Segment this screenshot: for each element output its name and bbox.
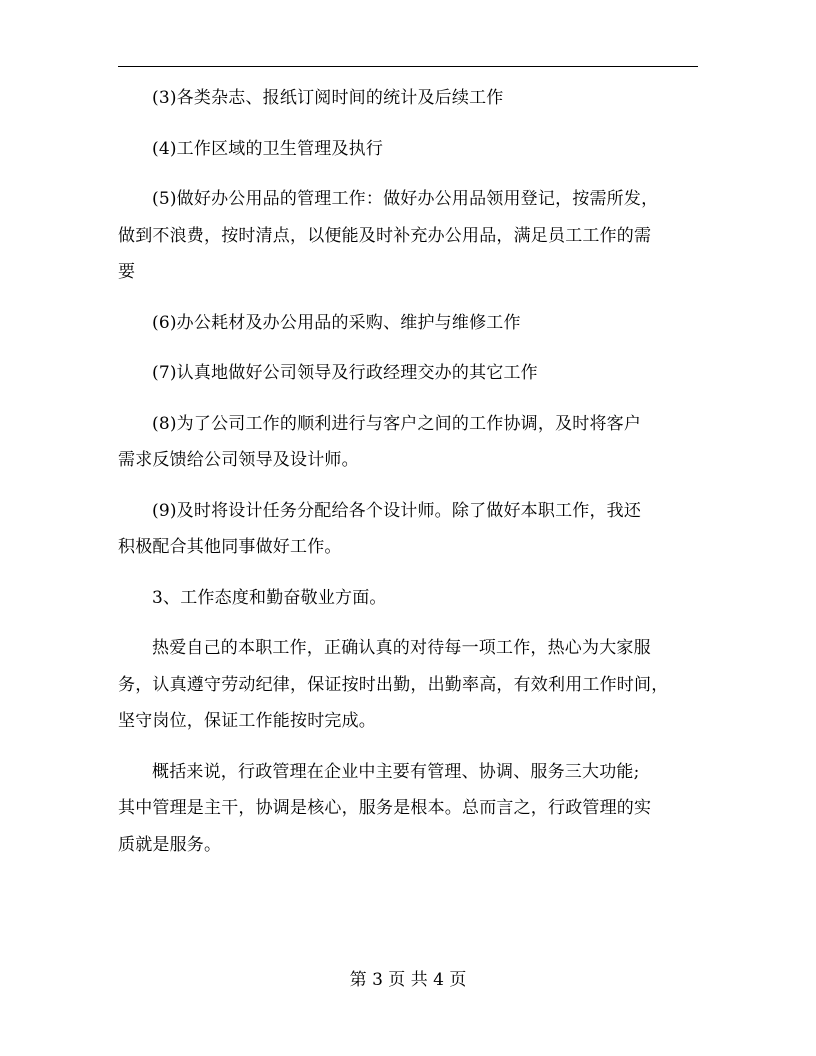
paragraph-line: (3)各类杂志、报纸订阅时间的统计及后续工作 (152, 88, 504, 108)
paragraph-item-3 (118, 80, 708, 117)
paragraph-line: (4)工作区域的卫生管理及执行 (152, 138, 384, 159)
paragraph-line: 3、工作态度和勤奋敬业方面。 (152, 587, 387, 608)
paragraph-line: 概括来说，行政管理在企业中主要有管理、协调、服务三大功能; (152, 761, 640, 782)
paragraph-line: (7)认真地做好公司领导及行政经理交办的其它工作 (152, 363, 538, 383)
header-rule (118, 66, 698, 67)
paragraph-line: 坚守岗位，保证工作能按时完成。 (118, 711, 376, 731)
paragraph-line: 需求反馈给公司领导及设计师。 (118, 450, 359, 470)
section-heading-work-attitude (118, 580, 708, 617)
paragraph-summary (118, 754, 708, 864)
paragraph-line: (8)为了公司工作的顺利进行与客户之间的工作协调，及时将客户 (152, 413, 642, 434)
paragraph-line: 其中管理是主干，协调是核心，服务是根本。总而言之，行政管理的实 (118, 798, 652, 818)
page-number-footer: 第 3 页 共 4 页 (349, 970, 467, 990)
paragraph-line: 积极配合其他同事做好工作。 (118, 537, 342, 557)
paragraph-item-7 (118, 355, 708, 392)
paragraph-line: 热爱自己的本职工作，正确认真的对待每一项工作，热心为大家服 (152, 638, 651, 658)
paragraph-item-4 (118, 131, 708, 168)
paragraph-line: 做到不浪费，按时清点，以便能及时补充办公用品，满足员工工作的需 (118, 225, 652, 246)
paragraph-line: 务，认真遵守劳动纪律，保证按时出勤，出勤率高，有效利用工作时间， (118, 674, 669, 695)
paragraph-item-8 (118, 406, 708, 479)
paragraph-item-6 (118, 305, 708, 342)
paragraph-line: (9)及时将设计任务分配给各个设计师。除了做好本职工作，我还 (152, 500, 642, 521)
paragraph-work-attitude (118, 630, 708, 740)
document-body (118, 80, 708, 863)
paragraph-line: (6)办公耗材及办公用品的采购、维护与维修工作 (152, 312, 521, 333)
paragraph-line: 质就是服务。 (118, 834, 222, 855)
paragraph-item-9 (118, 493, 708, 566)
paragraph-line: 要 (118, 262, 136, 282)
paragraph-item-5 (118, 181, 708, 291)
paragraph-line: (5)做好办公用品的管理工作：做好办公用品领用登记，按需所发， (152, 189, 659, 209)
